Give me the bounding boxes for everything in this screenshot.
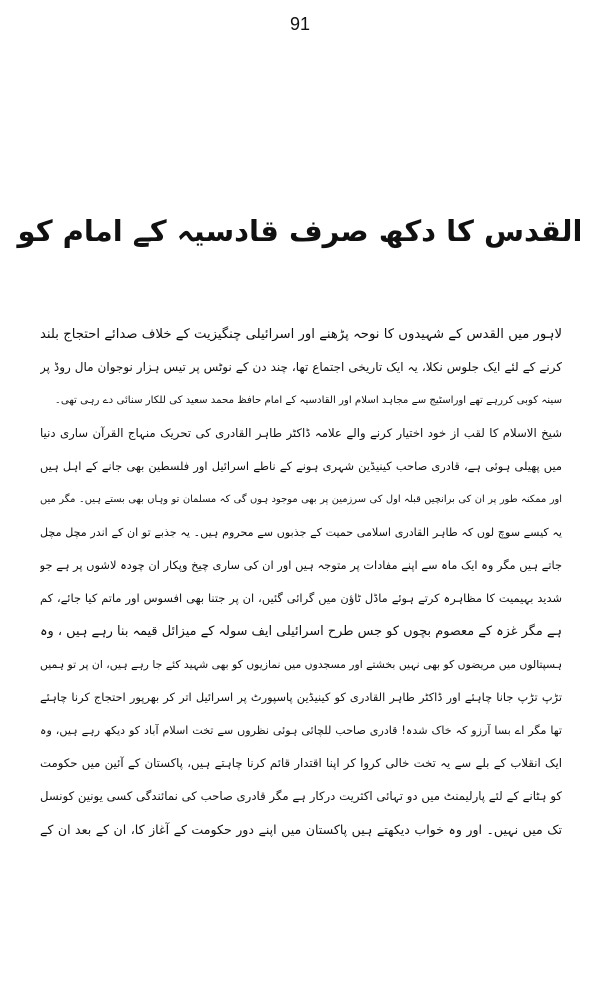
body-line: شدید بہیمیت کا مظاہرہ کرتے ہوئے ماڈل ٹاؤن میں گرائی گئیں، ان پر جتنا بھی افسوس اور ماتم کیا جائے، کم bbox=[40, 591, 562, 605]
body-line: ہے مگر غزہ کے معصوم بچوں کو جس طرح اسرائیلی ایف سولہ کے میزائل قیمہ بنا رہے ہیں ، وہ bbox=[40, 624, 562, 639]
body-line: لاہور میں القدس کے شہیدوں کا نوحہ پڑھنے اور اسرائیلی چنگیزیت کے خلاف صدائے احتجاج بلند bbox=[40, 327, 562, 342]
body-line: میں پھیلی ہوئی ہے، قادری صاحب کینیڈین شہری ہونے کے ناطے اسرائیل اور فلسطین بھی جانے کے اہل ہیں bbox=[40, 459, 562, 473]
body-line: ایک انقلاب کے بلے سے یہ تخت خالی کروا کر اپنا اقتدار قائم کرنا چاہتے ہیں، پاکستان کے آئین میں حکومت bbox=[40, 756, 562, 770]
body-line: کو ہٹانے کے لئے پارلیمنٹ میں دو تہائی اکثریت درکار ہے مگر قادری صاحب کی نمائندگی کسی یونین کونسل bbox=[40, 789, 562, 803]
body-line: اور ممکنہ طور پر ان کی برانچیں قبلہ اول کی سرزمین پر بھی موجود ہوں گی کہ مسلمان تو وہاں بھی بستے ہیں۔ مگر میں bbox=[40, 494, 562, 505]
body-line: تک میں نہیں۔ اور وہ خواب دیکھتے ہیں پاکستان میں اپنے دور حکومت کے آغاز کا، ان کے بعد ان کے bbox=[40, 822, 562, 837]
body-line: کرنے کے لئے ایک جلوس نکلا، یہ ایک تاریخی اجتماع تھا، چند دن کے نوٹس پر تیس ہزار نوجوان مال روڈ پر bbox=[40, 360, 562, 374]
body-line: تڑپ تڑپ جانا چاہئے اور ڈاکٹر طاہر القادری کو کینیڈین پاسپورٹ پر اسرائیل اتر کر بھرپور احتجاج کرنا چاہئے bbox=[40, 690, 562, 704]
body-line: تھا مگر اے بسا آرزو کہ خاک شدہ! قادری صاحب للچائی ہوئی نظروں سے تخت اسلام آباد کو دیکھ رہے ہیں، وہ bbox=[40, 724, 562, 737]
article-title: القدس کا دکھ صرف قادسیہ کے امام کو bbox=[17, 214, 583, 248]
body-line: یہ کیسے سوچ لوں کہ طاہر القادری اسلامی حمیت کے جذبوں سے محروم ہیں۔ یہ جذبے تو ان کے اندر مچل مچل bbox=[40, 526, 562, 539]
body-line: سینہ کوبی کررہے تھے اوراسٹیج سے مجاہد اسلام اور القادسیہ کے امام حافظ محمد سعید کی للکار سنائی دے رہی تھی۔ bbox=[54, 395, 562, 406]
article-body bbox=[40, 318, 562, 846]
body-line: شیخ الاسلام کا لقب از خود اختیار کرنے والے علامہ ڈاکٹر طاہر القادری کی تحریک منہاج القرآن ساری دنیا bbox=[40, 426, 562, 440]
body-line: جاتے ہیں مگر وہ ایک ماہ سے اپنے مفادات پر متوجہ ہیں اور ان کی ساری چیخ وپکار ان چودہ لاشوں پر ہے جو bbox=[40, 558, 562, 572]
page-number: 91 bbox=[289, 14, 311, 34]
body-line: ہسپتالوں میں مریضوں کو بھی نہیں بخشتے اور مسجدوں میں نمازیوں کو بھی شہید کئے جا رہے ہیں، ان پر تو ہمیں bbox=[40, 658, 562, 671]
